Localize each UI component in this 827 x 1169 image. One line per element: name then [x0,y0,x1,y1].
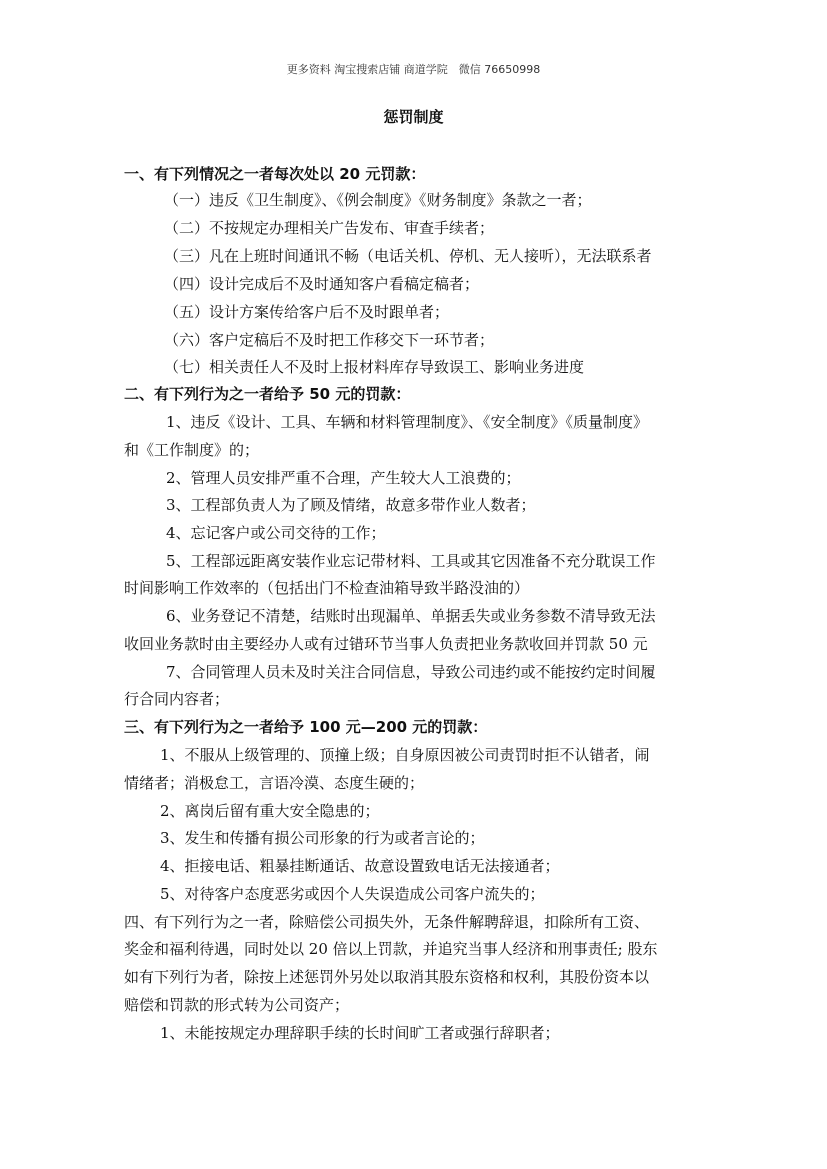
section-4-line: 赔偿和罚款的形式转为公司资产； [124,996,350,1014]
section-3-line: 4、拒接电话、粗暴挂断通话、故意设置致电话无法接通者； [160,857,560,875]
section-2-line: 时间影响工作效率的（包括出门不检查油箱导致半路没油的） [124,579,530,597]
section-3-line: 1、不服从上级管理的、顶撞上级；自身原因被公司责罚时拒不认错者，闹 [160,746,650,764]
section-3-line: 情绪者；消极怠工，言语冷漠、态度生硬的； [124,774,425,792]
section-1-item: （四）设计完成后不及时通知客户看稿定稿者； [164,275,480,293]
section-2-line: 3、工程部负责人为了顾及情绪，故意多带作业人数者； [166,496,536,514]
section-2-line: 2、管理人员安排严重不合理，产生较大人工浪费的； [166,469,521,487]
section-4-line: 1、未能按规定办理辞职手续的长时间旷工者或强行辞职者； [160,1024,560,1042]
section-2-line: 行合同内容者； [124,690,230,708]
section-1-item: （五）设计方案传给客户后不及时跟单者； [164,303,450,321]
section-2-line: 收回业务款时由主要经办人或有过错环节当事人负责把业务款收回并罚款 50 元 [124,635,648,653]
section-2-line: 1、违反《设计、工具、车辆和材料管理制度》、《安全制度》《质量制度》 [166,413,649,431]
section-4-line: 四、有下列行为之一者，除赔偿公司损失外，无条件解聘辞退，扣除所有工资、 [124,913,650,931]
section-1-item: （六）客户定稿后不及时把工作移交下一环节者； [164,331,495,349]
page-title: 惩罚制度 [383,108,444,126]
section-1-heading: 一、有下列情况之一者每次处以 20 元罚款： [124,165,426,183]
section-2-heading: 二、有下列行为之一者给予 50 元的罚款： [124,385,411,403]
section-1-item: （一）违反《卫生制度》、《例会制度》《财务制度》条款之一者； [164,191,592,209]
section-3-line: 3、发生和传播有损公司形象的行为或者言论的； [160,829,485,847]
section-2-line: 和《工作制度》的； [124,441,260,459]
section-2-line: 7、合同管理人员未及时关注合同信息，导致公司违约或不能按约定时间履 [166,663,656,681]
section-2-line: 6、业务登记不清楚，结账时出现漏单、单据丢失或业务参数不清导致无法 [166,607,656,625]
section-3-line: 5、对待客户态度恶劣或因个人失误造成公司客户流失的； [160,885,545,903]
section-1-item: （二）不按规定办理相关广告发布、审查手续者； [164,219,495,237]
section-2-line: 4、忘记客户或公司交待的工作； [166,524,386,542]
page-header: 更多资料 淘宝搜索店铺 商道学院 微信 76650998 [286,63,541,76]
section-3-heading: 三、有下列行为之一者给予 100 元—200 元的罚款： [124,718,488,736]
section-2-line: 5、工程部远距离安装作业忘记带材料、工具或其它因准备不充分耽误工作 [166,552,656,570]
section-4-line: 奖金和福利待遇，同时处以 20 倍以上罚款，并追究当事人经济和刑事责任; 股东 [124,940,658,958]
section-4-line: 如有下列行为者，除按上述惩罚外另处以取消其股东资格和权利，其股份资本以 [124,968,650,986]
section-1-item: （七）相关责任人不及时上报材料库存导致误工、影响业务进度 [164,358,585,376]
section-1-item: （三）凡在上班时间通讯不畅（电话关机、停机、无人接听），无法联系者 [164,247,652,265]
section-3-line: 2、离岗后留有重大安全隐患的； [160,802,380,820]
